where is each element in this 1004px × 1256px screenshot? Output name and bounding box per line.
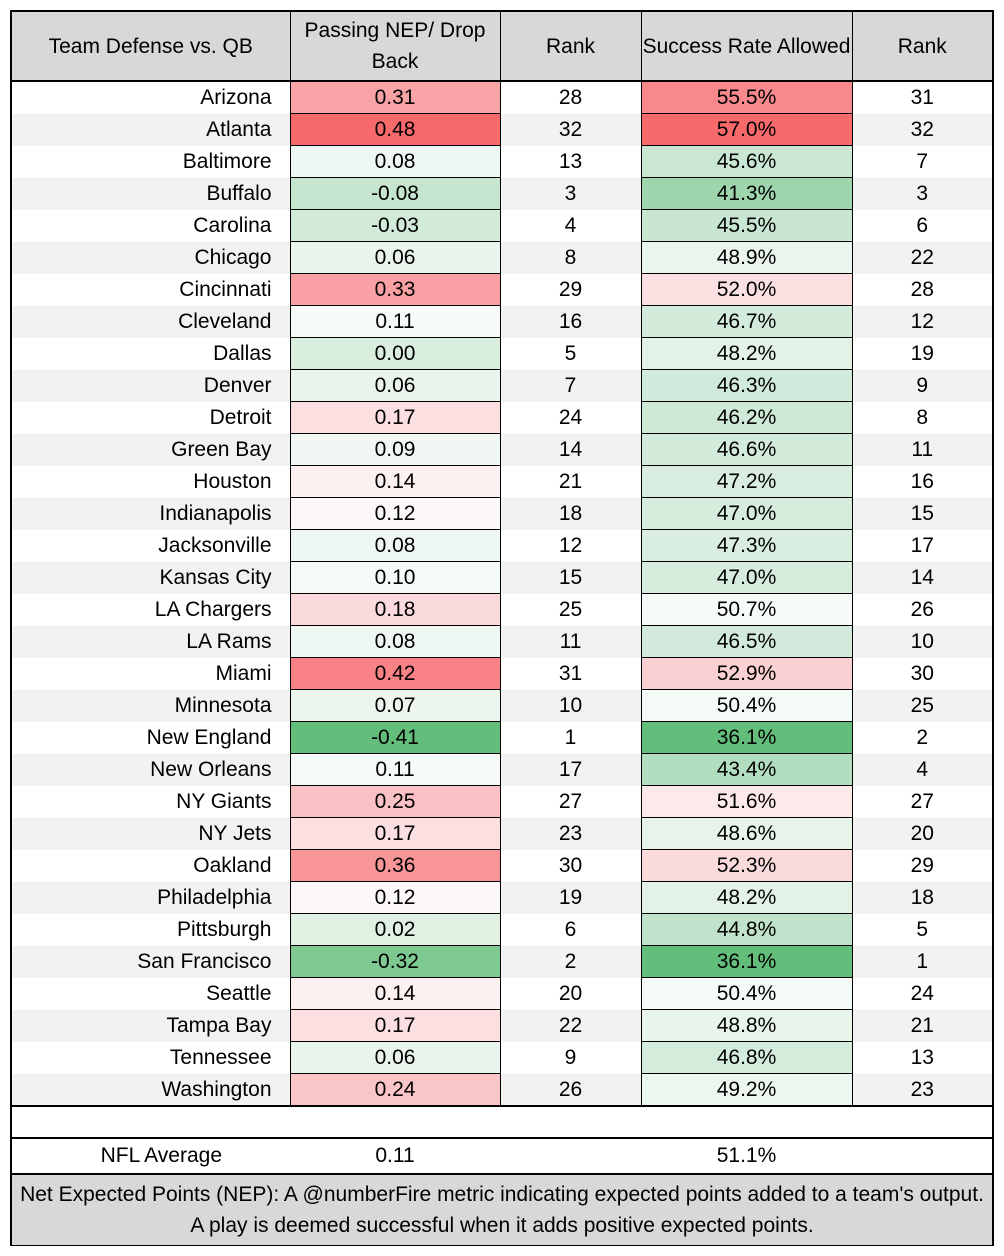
stats-table-frame bbox=[10, 10, 994, 1246]
team-name-cell: Carolina bbox=[12, 210, 290, 242]
team-name-cell: NY Jets bbox=[12, 818, 290, 850]
average-label: NFL Average bbox=[12, 1138, 290, 1174]
header-row bbox=[12, 12, 992, 81]
table-row bbox=[12, 594, 992, 626]
team-name-cell: Houston bbox=[12, 466, 290, 498]
nep-rank-cell: 15 bbox=[500, 562, 641, 594]
sr-rank-cell: 27 bbox=[852, 786, 992, 818]
sr-rank-cell: 7 bbox=[852, 146, 992, 178]
table-row bbox=[12, 402, 992, 434]
success-rate-cell: 52.0% bbox=[641, 274, 852, 306]
nep-rank-cell: 4 bbox=[500, 210, 641, 242]
team-name-cell: Detroit bbox=[12, 402, 290, 434]
table-row bbox=[12, 1010, 992, 1042]
nep-rank-cell: 18 bbox=[500, 498, 641, 530]
nep-rank-cell: 3 bbox=[500, 178, 641, 210]
sr-rank-cell: 10 bbox=[852, 626, 992, 658]
success-rate-cell: 47.2% bbox=[641, 466, 852, 498]
sr-rank-cell: 31 bbox=[852, 81, 992, 114]
team-name-cell: Green Bay bbox=[12, 434, 290, 466]
team-name-cell: Kansas City bbox=[12, 562, 290, 594]
team-name-cell: Pittsburgh bbox=[12, 914, 290, 946]
average-empty-1 bbox=[500, 1138, 641, 1174]
sr-rank-cell: 9 bbox=[852, 370, 992, 402]
table-row bbox=[12, 882, 992, 914]
footnote-row bbox=[12, 1174, 992, 1245]
table-row bbox=[12, 946, 992, 978]
success-rate-cell: 48.6% bbox=[641, 818, 852, 850]
team-name-cell: Minnesota bbox=[12, 690, 290, 722]
success-rate-cell: 47.0% bbox=[641, 498, 852, 530]
nep-rank-cell: 13 bbox=[500, 146, 641, 178]
team-name-cell: Denver bbox=[12, 370, 290, 402]
sr-rank-cell: 25 bbox=[852, 690, 992, 722]
nep-rank-cell: 31 bbox=[500, 658, 641, 690]
nep-cell: 0.10 bbox=[290, 562, 500, 594]
nep-cell: 0.02 bbox=[290, 914, 500, 946]
team-name-cell: Arizona bbox=[12, 81, 290, 114]
table-row bbox=[12, 338, 992, 370]
table-row bbox=[12, 178, 992, 210]
sr-rank-cell: 24 bbox=[852, 978, 992, 1010]
team-name-cell: New Orleans bbox=[12, 754, 290, 786]
nep-cell: 0.31 bbox=[290, 81, 500, 114]
nep-cell: 0.00 bbox=[290, 338, 500, 370]
nep-cell: 0.48 bbox=[290, 114, 500, 146]
nep-cell: 0.08 bbox=[290, 530, 500, 562]
success-rate-cell: 50.4% bbox=[641, 690, 852, 722]
success-rate-cell: 36.1% bbox=[641, 722, 852, 754]
nep-rank-cell: 17 bbox=[500, 754, 641, 786]
spacer-cell bbox=[12, 1106, 992, 1138]
sr-rank-cell: 20 bbox=[852, 818, 992, 850]
success-rate-cell: 57.0% bbox=[641, 114, 852, 146]
success-rate-cell: 44.8% bbox=[641, 914, 852, 946]
table-row bbox=[12, 306, 992, 338]
success-rate-cell: 41.3% bbox=[641, 178, 852, 210]
nep-rank-cell: 5 bbox=[500, 338, 641, 370]
table-row bbox=[12, 914, 992, 946]
success-rate-cell: 48.9% bbox=[641, 242, 852, 274]
nep-rank-cell: 32 bbox=[500, 114, 641, 146]
success-rate-cell: 43.4% bbox=[641, 754, 852, 786]
success-rate-cell: 52.9% bbox=[641, 658, 852, 690]
success-rate-cell: 36.1% bbox=[641, 946, 852, 978]
table-row bbox=[12, 434, 992, 466]
success-rate-cell: 46.2% bbox=[641, 402, 852, 434]
success-rate-cell: 48.2% bbox=[641, 338, 852, 370]
nep-cell: 0.06 bbox=[290, 370, 500, 402]
table-row bbox=[12, 786, 992, 818]
table-row bbox=[12, 242, 992, 274]
success-rate-cell: 46.5% bbox=[641, 626, 852, 658]
table-row bbox=[12, 530, 992, 562]
nep-rank-cell: 29 bbox=[500, 274, 641, 306]
team-name-cell: Oakland bbox=[12, 850, 290, 882]
table-row bbox=[12, 274, 992, 306]
nep-cell: 0.17 bbox=[290, 402, 500, 434]
success-rate-cell: 46.7% bbox=[641, 306, 852, 338]
nep-cell: 0.12 bbox=[290, 498, 500, 530]
table-row bbox=[12, 562, 992, 594]
table-row bbox=[12, 626, 992, 658]
nep-rank-cell: 11 bbox=[500, 626, 641, 658]
nep-cell: -0.41 bbox=[290, 722, 500, 754]
nep-rank-column-header: Rank bbox=[500, 12, 641, 81]
team-rows bbox=[12, 81, 992, 1106]
sr-rank-cell: 1 bbox=[852, 946, 992, 978]
sr-rank-cell: 14 bbox=[852, 562, 992, 594]
team-name-cell: Chicago bbox=[12, 242, 290, 274]
table-row bbox=[12, 818, 992, 850]
sr-rank-cell: 16 bbox=[852, 466, 992, 498]
nep-cell: 0.08 bbox=[290, 146, 500, 178]
team-name-cell: Philadelphia bbox=[12, 882, 290, 914]
success-rate-column-header: Success Rate Allowed bbox=[641, 12, 852, 81]
team-name-cell: Tampa Bay bbox=[12, 1010, 290, 1042]
success-rate-cell: 52.3% bbox=[641, 850, 852, 882]
nep-rank-cell: 24 bbox=[500, 402, 641, 434]
table-row bbox=[12, 81, 992, 114]
nep-rank-cell: 6 bbox=[500, 914, 641, 946]
nep-rank-cell: 26 bbox=[500, 1074, 641, 1107]
average-row bbox=[12, 1138, 992, 1174]
nep-cell: 0.14 bbox=[290, 978, 500, 1010]
success-rate-cell: 45.5% bbox=[641, 210, 852, 242]
sr-rank-cell: 11 bbox=[852, 434, 992, 466]
nep-cell: 0.11 bbox=[290, 306, 500, 338]
average-empty-2 bbox=[852, 1138, 992, 1174]
average-nep: 0.11 bbox=[290, 1138, 500, 1174]
sr-rank-cell: 5 bbox=[852, 914, 992, 946]
nep-rank-cell: 21 bbox=[500, 466, 641, 498]
team-name-cell: Seattle bbox=[12, 978, 290, 1010]
nep-rank-cell: 2 bbox=[500, 946, 641, 978]
success-rate-cell: 48.8% bbox=[641, 1010, 852, 1042]
nep-rank-cell: 1 bbox=[500, 722, 641, 754]
nep-rank-cell: 14 bbox=[500, 434, 641, 466]
nep-rank-cell: 12 bbox=[500, 530, 641, 562]
nep-cell: 0.09 bbox=[290, 434, 500, 466]
footnote: Net Expected Points (NEP): A @numberFire metric indicating expected points added to a team's output. A play is deemed successful when it adds positive expected points. bbox=[12, 1174, 992, 1245]
nep-cell: 0.17 bbox=[290, 1010, 500, 1042]
table-row bbox=[12, 850, 992, 882]
sr-rank-cell: 13 bbox=[852, 1042, 992, 1074]
nep-cell: 0.06 bbox=[290, 1042, 500, 1074]
team-name-cell: Indianapolis bbox=[12, 498, 290, 530]
team-name-cell: LA Chargers bbox=[12, 594, 290, 626]
sr-rank-cell: 19 bbox=[852, 338, 992, 370]
table-row bbox=[12, 210, 992, 242]
success-rate-cell: 45.6% bbox=[641, 146, 852, 178]
table-row bbox=[12, 146, 992, 178]
table-row bbox=[12, 978, 992, 1010]
team-name-cell: Atlanta bbox=[12, 114, 290, 146]
team-column-header: Team Defense vs. QB bbox=[12, 12, 290, 81]
nep-cell: 0.08 bbox=[290, 626, 500, 658]
nep-rank-cell: 9 bbox=[500, 1042, 641, 1074]
nep-rank-cell: 25 bbox=[500, 594, 641, 626]
nep-cell: 0.24 bbox=[290, 1074, 500, 1107]
nep-cell: 0.17 bbox=[290, 818, 500, 850]
nep-rank-cell: 7 bbox=[500, 370, 641, 402]
nep-cell: 0.11 bbox=[290, 754, 500, 786]
team-name-cell: Jacksonville bbox=[12, 530, 290, 562]
success-rate-cell: 55.5% bbox=[641, 81, 852, 114]
success-rate-cell: 46.3% bbox=[641, 370, 852, 402]
sr-rank-cell: 8 bbox=[852, 402, 992, 434]
nep-cell: 0.36 bbox=[290, 850, 500, 882]
sr-rank-cell: 2 bbox=[852, 722, 992, 754]
table-row bbox=[12, 722, 992, 754]
success-rate-cell: 48.2% bbox=[641, 882, 852, 914]
table-row bbox=[12, 754, 992, 786]
nep-rank-cell: 30 bbox=[500, 850, 641, 882]
nep-rank-cell: 8 bbox=[500, 242, 641, 274]
nep-rank-cell: 28 bbox=[500, 81, 641, 114]
sr-rank-cell: 12 bbox=[852, 306, 992, 338]
success-rate-cell: 46.8% bbox=[641, 1042, 852, 1074]
nep-cell: 0.07 bbox=[290, 690, 500, 722]
sr-rank-cell: 30 bbox=[852, 658, 992, 690]
success-rate-cell: 49.2% bbox=[641, 1074, 852, 1107]
sr-rank-cell: 26 bbox=[852, 594, 992, 626]
team-name-cell: New England bbox=[12, 722, 290, 754]
nep-cell: -0.03 bbox=[290, 210, 500, 242]
success-rate-cell: 47.0% bbox=[641, 562, 852, 594]
nep-rank-cell: 23 bbox=[500, 818, 641, 850]
nep-cell: 0.25 bbox=[290, 786, 500, 818]
table-row bbox=[12, 1074, 992, 1107]
team-name-cell: Miami bbox=[12, 658, 290, 690]
nep-cell: 0.18 bbox=[290, 594, 500, 626]
team-name-cell: Baltimore bbox=[12, 146, 290, 178]
nep-rank-cell: 20 bbox=[500, 978, 641, 1010]
table-row bbox=[12, 1042, 992, 1074]
nep-rank-cell: 16 bbox=[500, 306, 641, 338]
team-name-cell: NY Giants bbox=[12, 786, 290, 818]
table-row bbox=[12, 370, 992, 402]
nep-cell: 0.33 bbox=[290, 274, 500, 306]
nep-rank-cell: 27 bbox=[500, 786, 641, 818]
table-row bbox=[12, 466, 992, 498]
sr-rank-cell: 15 bbox=[852, 498, 992, 530]
nep-cell: 0.06 bbox=[290, 242, 500, 274]
nep-cell: 0.42 bbox=[290, 658, 500, 690]
success-rate-cell: 50.7% bbox=[641, 594, 852, 626]
sr-rank-cell: 3 bbox=[852, 178, 992, 210]
sr-rank-cell: 17 bbox=[852, 530, 992, 562]
sr-rank-cell: 32 bbox=[852, 114, 992, 146]
sr-rank-cell: 18 bbox=[852, 882, 992, 914]
success-rate-cell: 50.4% bbox=[641, 978, 852, 1010]
nep-column-header: Passing NEP/ Drop Back bbox=[290, 12, 500, 81]
team-name-cell: Cincinnati bbox=[12, 274, 290, 306]
nep-cell: -0.08 bbox=[290, 178, 500, 210]
sr-rank-cell: 23 bbox=[852, 1074, 992, 1107]
nep-cell: 0.12 bbox=[290, 882, 500, 914]
success-rate-cell: 47.3% bbox=[641, 530, 852, 562]
success-rate-cell: 51.6% bbox=[641, 786, 852, 818]
team-name-cell: San Francisco bbox=[12, 946, 290, 978]
sr-rank-cell: 28 bbox=[852, 274, 992, 306]
nep-cell: 0.14 bbox=[290, 466, 500, 498]
nep-cell: -0.32 bbox=[290, 946, 500, 978]
defense-vs-qb-table bbox=[12, 12, 992, 1245]
sr-rank-cell: 4 bbox=[852, 754, 992, 786]
sr-rank-cell: 29 bbox=[852, 850, 992, 882]
table-row bbox=[12, 658, 992, 690]
table-row bbox=[12, 114, 992, 146]
team-name-cell: Buffalo bbox=[12, 178, 290, 210]
sr-rank-cell: 21 bbox=[852, 1010, 992, 1042]
table-row bbox=[12, 498, 992, 530]
team-name-cell: Cleveland bbox=[12, 306, 290, 338]
nep-rank-cell: 19 bbox=[500, 882, 641, 914]
team-name-cell: Washington bbox=[12, 1074, 290, 1107]
average-success-rate: 51.1% bbox=[641, 1138, 852, 1174]
sr-rank-cell: 6 bbox=[852, 210, 992, 242]
team-name-cell: Tennessee bbox=[12, 1042, 290, 1074]
nep-rank-cell: 22 bbox=[500, 1010, 641, 1042]
nep-rank-cell: 10 bbox=[500, 690, 641, 722]
team-name-cell: Dallas bbox=[12, 338, 290, 370]
team-name-cell: LA Rams bbox=[12, 626, 290, 658]
table-row bbox=[12, 690, 992, 722]
success-rate-cell: 46.6% bbox=[641, 434, 852, 466]
sr-rank-column-header: Rank bbox=[852, 12, 992, 81]
sr-rank-cell: 22 bbox=[852, 242, 992, 274]
spacer-row bbox=[12, 1106, 992, 1138]
